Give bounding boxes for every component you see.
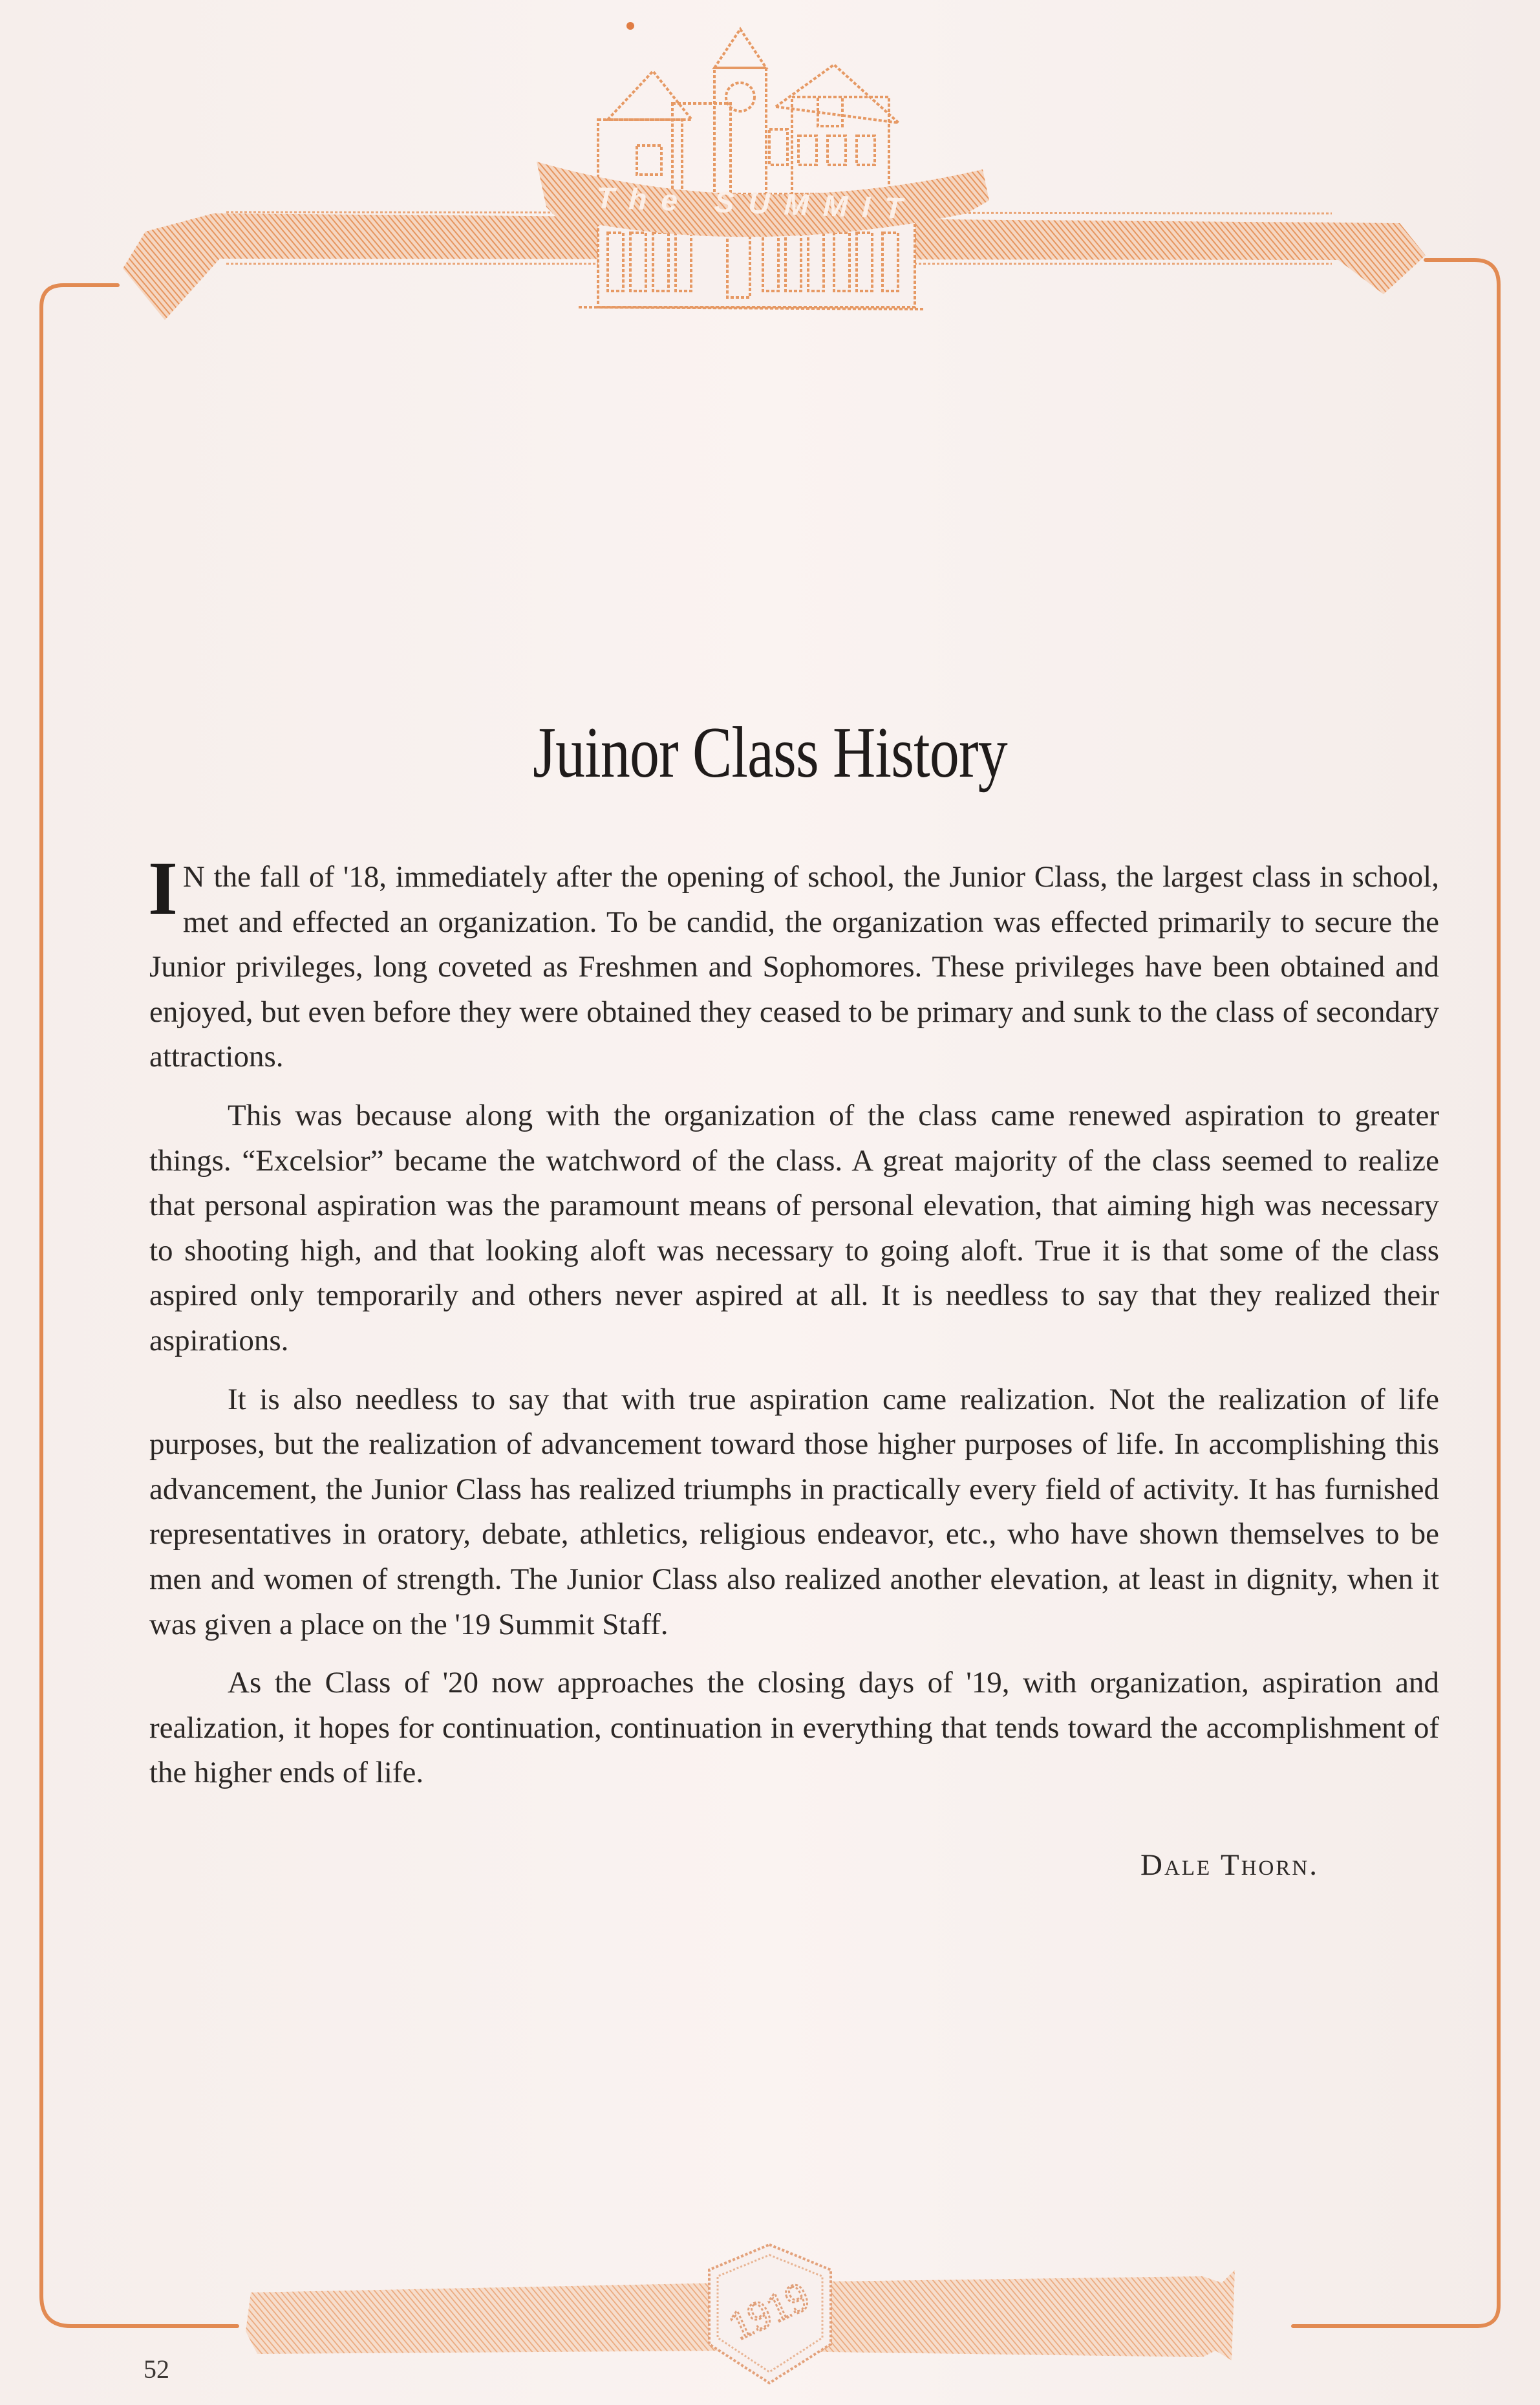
page-title: Juinor Class History: [533, 713, 1007, 793]
author-signature: Dale Thorn.: [1140, 1848, 1319, 1882]
paragraph-1: [148, 846, 1439, 1080]
tower-finial: [626, 22, 634, 30]
page-number: 52: [144, 2355, 169, 2384]
paragraph-1-text: N the fall of '18, immediately after the opening of school, the Junior Class, the largest class in school, met and effected an organization. To be candid, the organization was effected primarily to secure the Junior privileges, long coveted as Freshmen and Sophomores. These privileges have been obtained and enjoyed, but even before they were obtained they ceased to be primary and sunk to the class of secondary attractions.: [149, 860, 1439, 1074]
drop-cap: I: [148, 846, 178, 931]
paragraph-2: This was because along with the organization of the class came renewed aspiration to greater things. “Excelsior” became the watchword of the class. A great majority of the class seemed to realize that personal aspiration was the paramount means of personal elevation, that aiming high was necessary to shooting high, and that looking aloft was necessary to going aloft. True it is that some of the class aspired only temporarily and others never aspired at all. It is needless to say that they realized their aspirations.: [149, 1098, 1439, 1357]
paragraph-4: As the Class of '20 now approaches the closing days of '19, with organization, aspiration and realization, it hopes for continuation, continuation in everything that tends toward the accomplishment of the higher ends of life.: [149, 1666, 1439, 1790]
article-body: [148, 846, 1439, 1809]
school-building-illustration: [579, 29, 925, 309]
medallion-year-text: 1919: [722, 2272, 817, 2349]
summit-ribbon-text: The SUMMIT: [595, 180, 917, 226]
paragraph-3: It is also needless to say that with true aspiration came realization. Not the realization of life purposes, but the realization of advancement toward those higher purposes of life. In accomplishing this advancement, the Junior Class has realized triumphs in practically every field of activity. It has furnished representatives in oratory, debate, athletics, religious endeavor, etc., who have shown themselves to be men and women of strength. The Junior Class also realized another elevation, at least in dignity, when it was given a place on the '19 Summit Staff.: [149, 1382, 1439, 1641]
